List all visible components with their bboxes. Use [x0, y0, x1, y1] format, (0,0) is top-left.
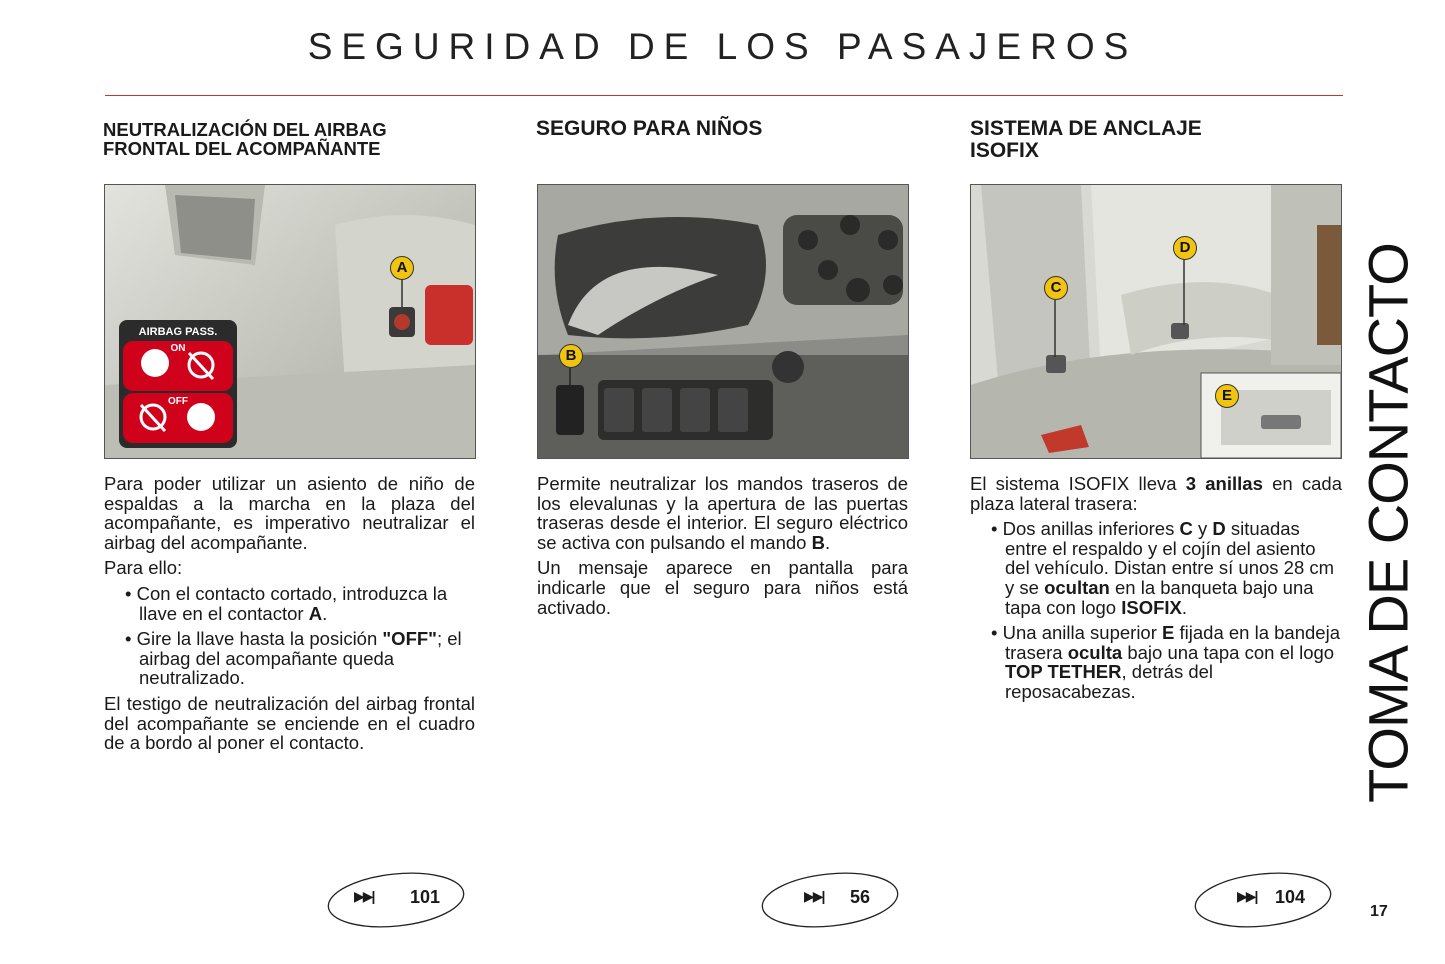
ref-number: 56	[850, 887, 871, 907]
isofix-b1-y: y	[1192, 518, 1213, 540]
isofix-b1-end: .	[1181, 596, 1188, 618]
label-d: D	[1173, 236, 1197, 260]
label-e: E	[1215, 384, 1239, 408]
isofix-intro-bold: 3 anillas	[1185, 473, 1263, 494]
isofix-intro	[970, 474, 1342, 513]
isofix-intro-text: El sistema ISOFIX lleva	[970, 473, 1186, 494]
dashboard-illustration	[105, 185, 475, 458]
airbag-bullet2-end: ; el airbag del acompañante queda neutralizado.	[139, 628, 462, 689]
airbag-bullet1-text: Con el contacto cortado, introduzca la llave en el contactor	[136, 582, 448, 624]
airbag-bullet2: • Gire la llave hasta la posición "OFF"; el airbag del acompañante queda neutralizado.	[125, 628, 462, 689]
child-lock-para1	[537, 474, 908, 552]
ref-oval	[326, 870, 466, 930]
airbag-bullet2-text: Gire la llave hasta la posición	[136, 628, 383, 650]
airbag-bullet2-bold: "OFF"	[382, 628, 437, 650]
ref-number: 104	[1275, 887, 1306, 907]
isofix-b2-top: TOP TETHER	[1005, 661, 1122, 683]
isofix-b1-c2: en la banqueta bajo una tapa con logo	[1005, 576, 1314, 618]
rear-seat-illustration	[971, 185, 1341, 458]
airbag-panel-on: ON	[170, 343, 186, 354]
child-lock-para2: Un mensaje aparece en pantalla para indicarle que el seguro para niños está activado.	[537, 557, 908, 618]
airbag-bullet1: • Con el contacto cortado, introduzca la llave en el contactor A.	[125, 582, 448, 624]
airbag-para2: Para ello:	[104, 557, 183, 579]
isofix-b2-d: , detrás del reposacabezas.	[1005, 661, 1214, 702]
label-a: A	[390, 256, 414, 280]
ref-number: 101	[410, 887, 441, 907]
isofix-b1-a: Dos anillas inferiores	[1002, 518, 1180, 540]
child-lock-para1-bold: B	[811, 531, 825, 553]
door-illustration	[538, 185, 908, 458]
ref-oval	[1193, 870, 1333, 930]
isofix-b1-c: C	[1179, 518, 1193, 540]
isofix-b2-b: fijada en la bandeja trasera	[1005, 622, 1340, 663]
isofix-bullet1: • Dos anillas inferiores C y D situadas entre el respaldo y el cojín del asiento del vehículo. Distan entre sí unos 28 cm y se ocultan en la banqueta bajo una tapa con logo ISOFIX.	[991, 518, 1335, 618]
airbag-text	[104, 474, 475, 759]
page-ref-104[interactable]	[1193, 870, 1333, 924]
isofix-heading	[970, 118, 1350, 162]
isofix-b1-b: situadas entre el respaldo y el cojín del asiento del vehículo. Distan entre sí unos 28 cm y se	[1005, 518, 1335, 598]
isofix-intro-end: en cada plaza lateral trasera:	[970, 473, 1342, 514]
airbag-bullet1-end: .	[322, 602, 328, 624]
airbag-switch-photo	[104, 184, 476, 459]
page-number: 17	[1370, 903, 1388, 920]
isofix-heading-line2: ISOFIX	[970, 139, 1039, 163]
fast-forward-icon: ▶▶|	[354, 888, 374, 904]
fast-forward-icon: ▶▶|	[804, 888, 824, 904]
label-b: B	[559, 344, 583, 368]
airbag-heading-line1: NEUTRALIZACIÓN DEL AIRBAG	[103, 119, 387, 140]
isofix-text	[970, 474, 1342, 708]
airbag-heading-line2: FRONTAL DEL ACOMPAÑANTE	[103, 138, 381, 160]
title-divider	[105, 95, 1343, 96]
section-side-tab	[1345, 228, 1430, 818]
airbag-heading	[103, 120, 483, 159]
isofix-b2-e: E	[1162, 622, 1175, 644]
isofix-photo	[970, 184, 1342, 459]
airbag-panel-off: OFF	[168, 396, 188, 407]
airbag-bullet1-bold: A	[308, 602, 323, 624]
fast-forward-icon: ▶▶|	[1237, 888, 1257, 904]
child-lock-para1-end: .	[824, 531, 831, 553]
isofix-b1-ocultan: ocultan	[1044, 576, 1110, 598]
isofix-b1-d: D	[1212, 518, 1226, 540]
side-tab-label: TOMA DE CONTACTO	[1356, 243, 1419, 803]
airbag-para1: Para poder utilizar un asiento de niño de espaldas a la marcha en la plaza del acompañante, es imperativo neutralizar el airbag del acompañante.	[104, 473, 475, 553]
page-ref-101[interactable]	[326, 870, 466, 924]
isofix-b2-a: Una anilla superior	[1002, 622, 1163, 644]
label-c: C	[1044, 276, 1068, 300]
door-panel-photo	[537, 184, 909, 459]
isofix-bullet2: • Una anilla superior E fijada en la bandeja trasera oculta bajo una tapa con el logo TOP TETHER, detrás del reposacabezas.	[991, 622, 1340, 702]
isofix-heading-line1: SISTEMA DE ANCLAJE	[970, 117, 1202, 140]
airbag-panel-title: AIRBAG PASS.	[138, 326, 218, 338]
child-lock-text	[537, 474, 908, 623]
child-lock-heading: SEGURO PARA NIÑOS	[536, 117, 763, 140]
isofix-b2-c: bajo una tapa con el logo	[1122, 641, 1335, 663]
airbag-para3: El testigo de neutralización del airbag frontal del acompañante se enciende en el cuadro de a bordo al poner el contacto.	[104, 692, 475, 754]
ref-oval	[760, 870, 900, 930]
child-lock-para1-text: Permite neutralizar los mandos traseros de los elevalunas y la apertura de las puertas traseras desde el interior. El seguro eléctrico se activa con pulsando el mando	[537, 473, 908, 553]
page-title: SEGURIDAD DE LOS PASAJEROS	[307, 26, 1138, 67]
isofix-b2-oculta: oculta	[1067, 641, 1123, 663]
isofix-b1-isofix: ISOFIX	[1121, 596, 1182, 618]
page-ref-56[interactable]	[760, 870, 900, 924]
